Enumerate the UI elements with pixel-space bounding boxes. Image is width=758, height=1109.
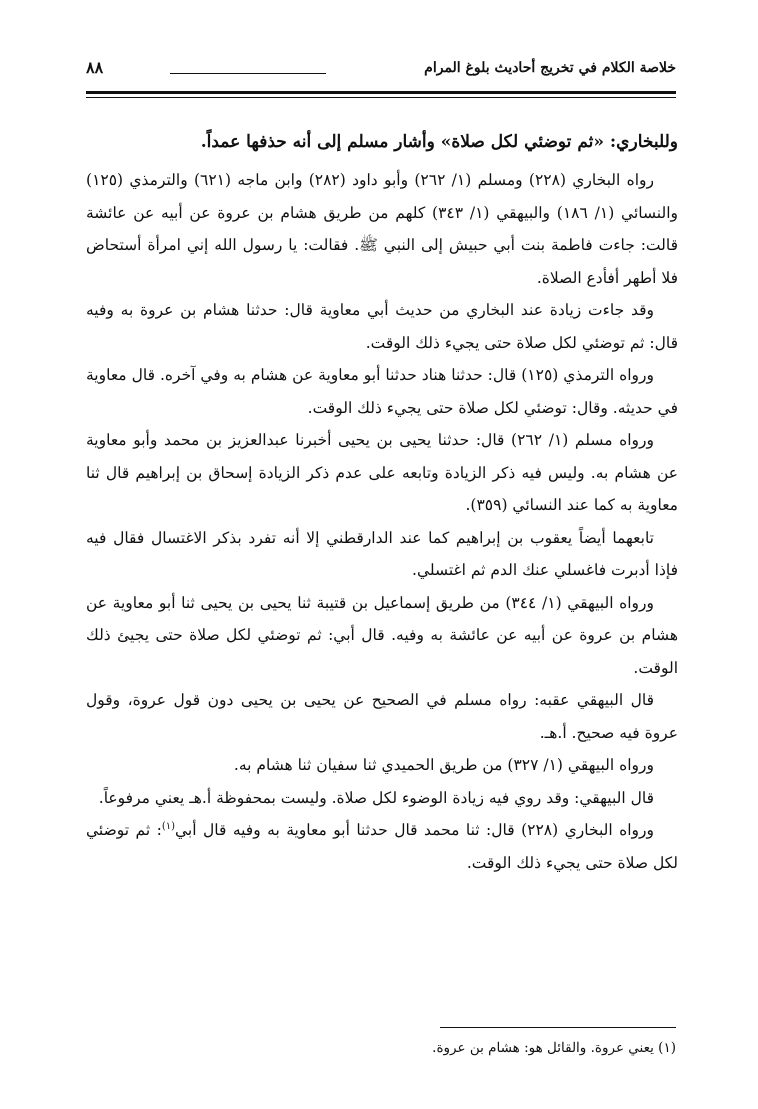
paragraph-9: قال البيهقي: وقد روي فيه زيادة الوضوء لكل صلاة. وليست بمحفوظة أ.هـ يعني مرفوعاً. <box>98 788 654 807</box>
main-text <box>86 124 678 879</box>
paragraph-4: ورواه مسلم (١/ ٢٦٢) قال: حدثنا يحيى بن يحيى أخبرنا عبدالعزيز بن محمد وأبو معاوية عن هشام به. وليس فيه ذكر الزيادة وتابعه على عدم ذكر الزيادة إسحاق بن إبراهيم قال ثنا معاوية به كما عند النسائي (٣٥٩). <box>86 431 678 514</box>
paragraph-10 <box>86 814 678 879</box>
footnote-separator <box>440 1027 676 1028</box>
paragraph-6: ورواه البيهقي (١/ ٣٤٤) من طريق إسماعيل بن قتيبة ثنا يحيى بن يحيى ثنا أبو معاوية عن هشام بن عروة عن أبيه عن عائشة به وفيه. قال أبي: ثم توضئي لكل صلاة حتى يجيئ ذلك الوقت. <box>86 593 678 677</box>
paragraph-5: تابعهما أيضاً يعقوب بن إبراهيم كما عند الدارقطني إلا أنه تفرد بذكر الاغتسال فقال فيه فإذا أدبرت فاغسلي عنك الدم ثم اغتسلي. <box>86 528 678 579</box>
paragraph-10-text-end: : ثم توضئي لكل صلاة حتى يجيء ذلك الوقت. <box>86 821 678 872</box>
header-rule-thin <box>86 97 676 98</box>
running-title: خلاصة الكلام في تخريج أحاديث بلوغ المرام <box>424 60 676 76</box>
page-number: ٨٨ <box>86 58 104 77</box>
footnote-marker[interactable]: (١) <box>161 820 175 832</box>
paragraph-3: ورواه الترمذي (١٢٥) قال: حدثنا هناد حدثنا أبو معاوية عن هشام به وفي آخره. قال معاوية في حديثه. وقال: توضئي لكل صلاة حتى يجيء ذلك الوقت. <box>86 366 678 417</box>
header-rule-thick <box>86 91 676 94</box>
page-header <box>86 56 676 92</box>
paragraph-7: قال البيهقي عقبه: رواه مسلم في الصحيح عن يحيى بن يحيى دون قول عروة، وقول عروة فيه صحيح. أ.هـ. <box>86 691 678 742</box>
footnote: (١) يعني عروة. والقائل هو: هشام بن عروة. <box>432 1040 676 1056</box>
paragraph-2: وقد جاءت زيادة عند البخاري من حديث أبي معاوية قال: حدثنا هشام بن عروة به وفيه قال: ثم توضئي لكل صلاة حتى يجيء ذلك الوقت. <box>86 301 678 352</box>
paragraph-1: رواه البخاري (٢٢٨) ومسلم (١/ ٢٦٢) وأبو داود (٢٨٢) وابن ماجه (٦٢١) والترمذي (١٢٥) والنسائي (١/ ١٨٦) والبيهقي (١/ ٣٤٣) كلهم من طريق هشام بن عروة عن أبيه عن عائشة قالت: جاءت فاطمة بنت أبي حبيش إلى النبي ﷺ. فقالت: يا رسول الله إني امرأة أستحاض فلا أطهر أفأدع الصلاة. <box>86 171 678 287</box>
paragraph-10-text: ورواه البخاري (٢٢٨) قال: ثنا محمد قال حدثنا أبو معاوية به وفيه قال أبي <box>175 821 654 839</box>
intro-line: وللبخاري: «ثم توضئي لكل صلاة» وأشار مسلم إلى أنه حذفها عمداً. <box>200 132 678 152</box>
paragraph-8: ورواه البيهقي (١/ ٣٢٧) من طريق الحميدي ثنا سفيان ثنا هشام به. <box>233 756 654 774</box>
header-dash-line <box>170 73 326 74</box>
